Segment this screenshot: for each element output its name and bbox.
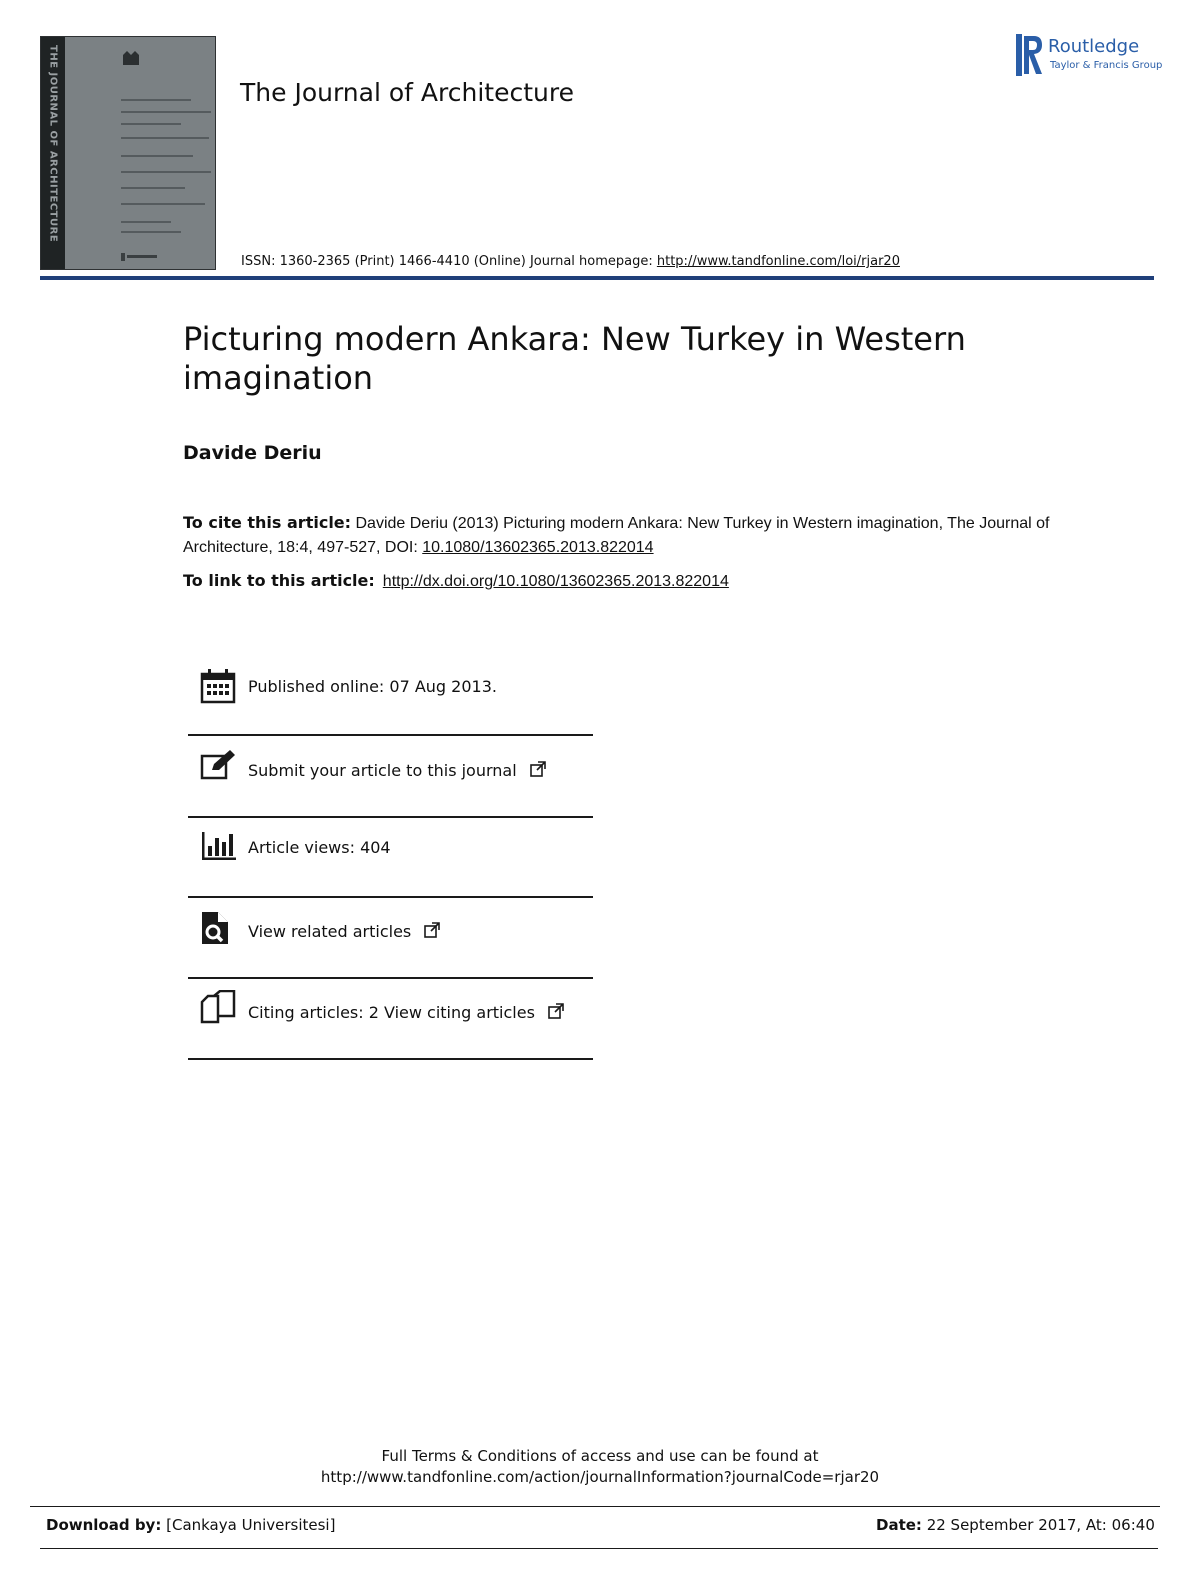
edit-icon (200, 748, 236, 784)
article-views: Article views: 404 (248, 838, 391, 857)
footer-divider-top (30, 1506, 1160, 1507)
journal-homepage-link[interactable]: http://www.tandfonline.com/loi/rjar20 (656, 254, 900, 269)
footer-divider-bottom (40, 1548, 1158, 1549)
cover-text-line (121, 123, 181, 125)
link-label: To link to this article: (183, 571, 375, 590)
cover-text-line (121, 203, 205, 205)
download-by (46, 1516, 335, 1534)
cover-spine (41, 37, 65, 269)
calendar-icon (200, 668, 236, 704)
cover-text-line (121, 155, 193, 157)
info-divider (188, 734, 593, 736)
terms-line: Full Terms & Conditions of access and use can be found at (381, 1447, 819, 1465)
cover-text-line (121, 99, 191, 101)
issn-text: ISSN: 1360-2365 (Print) 1466-4410 (Online) Journal homepage: (241, 254, 657, 269)
cite-text: Davide Deriu (2013) Picturing modern Ankara: New Turkey in Western imagination, The Journal of Architecture, 18:4, 497-527, DOI: (183, 515, 1050, 556)
external-link-icon (548, 1003, 564, 1019)
cover-text-line (121, 137, 209, 139)
citation-block (183, 511, 1063, 560)
date-label: Date: (876, 1516, 922, 1534)
info-divider (188, 896, 593, 898)
related-articles-row[interactable] (188, 910, 593, 950)
issn-line (241, 254, 900, 269)
journal-cover-image (40, 36, 216, 270)
submit-article-link (248, 761, 546, 780)
crest-icon (121, 49, 141, 67)
article-doi-link[interactable]: http://dx.doi.org/10.1080/13602365.2013.822014 (382, 573, 729, 590)
download-value: [Cankaya Universitesi] (161, 1516, 336, 1534)
document-search-icon (200, 910, 236, 946)
publisher-subtitle: Taylor & Francis Group (1050, 60, 1163, 71)
published-date: Published online: 07 Aug 2013. (248, 677, 497, 696)
cover-publisher-logo (121, 253, 161, 261)
related-articles-link (248, 922, 440, 941)
info-divider (188, 977, 593, 979)
article-author: Davide Deriu (183, 442, 322, 464)
external-link-icon (424, 922, 440, 938)
cite-label: To cite this article: (183, 513, 352, 532)
terms-block (0, 1446, 1200, 1488)
date-value: 22 September 2017, At: 06:40 (921, 1516, 1155, 1534)
published-row (188, 668, 593, 708)
article-views-row (188, 828, 593, 868)
download-label: Download by: (46, 1516, 162, 1534)
citing-articles-row[interactable] (188, 990, 593, 1030)
submit-article-row[interactable] (188, 748, 593, 788)
cover-text-line (121, 231, 181, 233)
bar-chart-icon (200, 828, 236, 864)
header-divider (40, 276, 1154, 280)
routledge-logo-icon (1016, 34, 1044, 76)
publisher-name: Routledge (1048, 36, 1140, 57)
article-title: Picturing modern Ankara: New Turkey in Western imagination (183, 320, 966, 397)
info-divider (188, 1058, 593, 1060)
submit-article-label[interactable]: Submit your article to this journal (248, 761, 517, 780)
copy-documents-icon (200, 990, 236, 1026)
terms-url-link[interactable]: http://www.tandfonline.com/action/journalInformation?journalCode=rjar20 (320, 1468, 880, 1486)
cover-text-line (121, 221, 171, 223)
cover-text-line (121, 171, 211, 173)
journal-title: The Journal of Architecture (240, 78, 574, 107)
related-articles-label[interactable]: View related articles (248, 922, 412, 941)
citing-articles-label[interactable]: Citing articles: 2 View citing articles (248, 1003, 535, 1022)
external-link-icon (530, 761, 546, 777)
cover-text-line (121, 187, 185, 189)
cover-spine-text: THE JOURNAL OF ARCHITECTURE (47, 45, 59, 243)
download-date (876, 1516, 1155, 1534)
info-divider (188, 816, 593, 818)
article-link-line (183, 571, 729, 591)
citing-articles-link (248, 1003, 564, 1022)
cite-doi-link[interactable]: 10.1080/13602365.2013.822014 (422, 539, 654, 556)
cover-text-line (121, 111, 211, 113)
